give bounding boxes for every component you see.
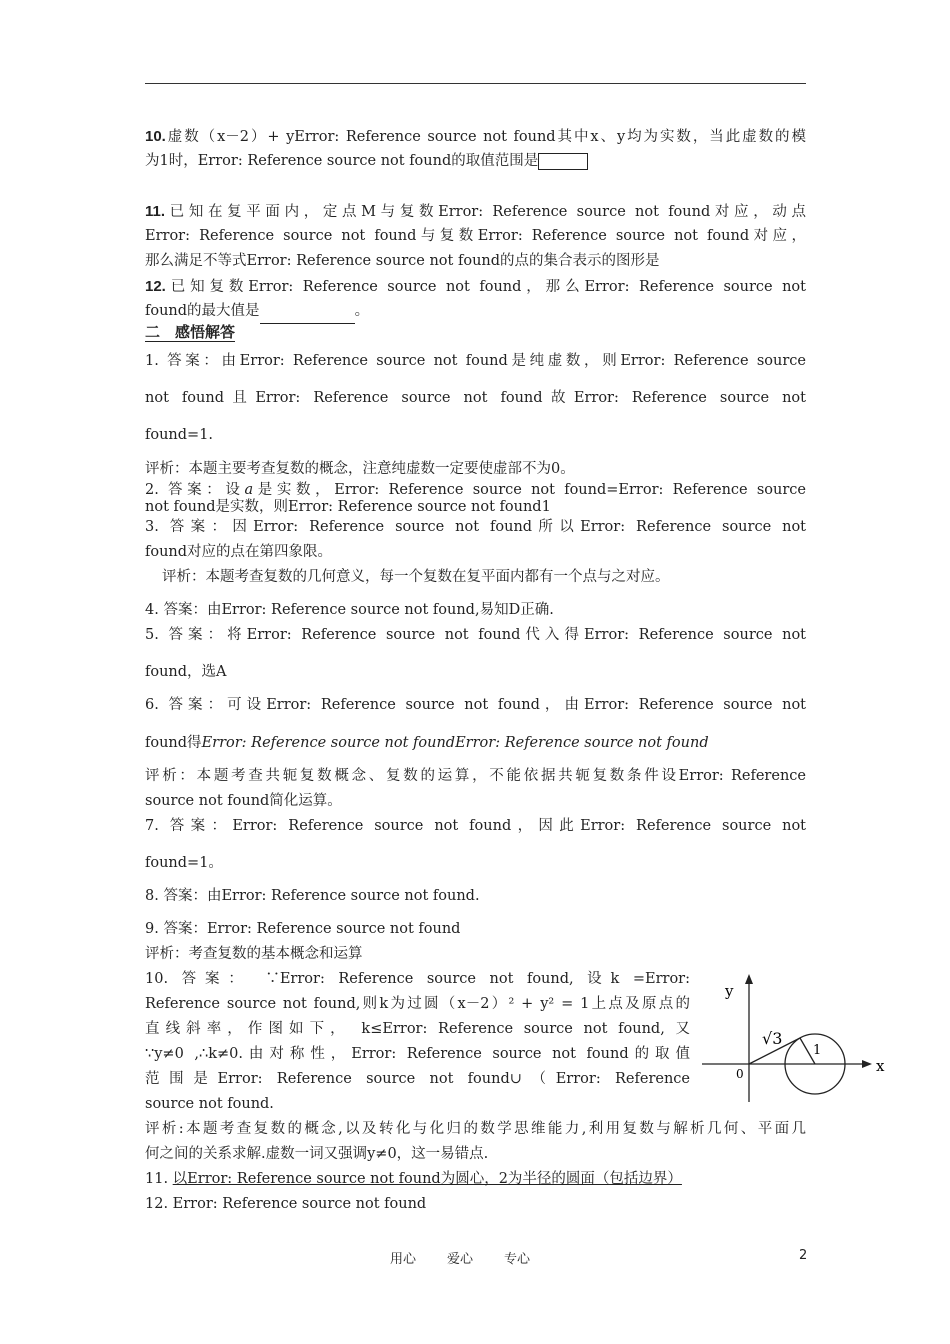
footer-word-1: 用心 [390, 1252, 417, 1267]
q11-line1 [145, 199, 806, 225]
sqrt3-label: √3 [762, 1029, 783, 1048]
q10-line1 [145, 124, 806, 150]
a3-line2: found对应的点在第四象限。 [145, 544, 333, 560]
a2-line2: not found是实数，则Error: Reference source not found1 [145, 499, 551, 515]
footer-word-2: 爱心 [447, 1252, 474, 1267]
q11-number: 11. [145, 203, 166, 220]
a1-line3: found=1. [145, 427, 214, 443]
header-rule [145, 83, 806, 84]
a12-line: 12. Error: Reference source not found [145, 1196, 427, 1212]
page-number: 2 [799, 1248, 808, 1263]
a5-line2: found，选A [145, 664, 227, 680]
a2-var: a [244, 482, 254, 498]
a3-comment: 评析：本题考查复数的几何意义，每一个复数在复平面内都有一个点与之对应。 [162, 569, 670, 585]
footer-word-3: 专心 [504, 1252, 531, 1267]
q12-number: 12. [145, 278, 166, 295]
a6-line2 [145, 731, 806, 756]
a1-line2: not found且Error: Reference source not found故Error: Reference source not [145, 390, 806, 406]
a9-comment: 评析：考查复数的基本概念和运算 [145, 946, 363, 962]
section-heading: 二 感悟解答 [145, 323, 236, 341]
a11-number: 11. [145, 1171, 169, 1187]
a4-line: 4. 答案：由Error: Reference source not found,易知D正确. [145, 602, 554, 618]
a10-line5: 范围是Error: Reference source not found∪（Error: Reference [145, 1071, 690, 1087]
a1-line1: 1. 答案：由Error: Reference source not found是纯虚数，则Error: Reference source [145, 353, 806, 369]
a6-line1: 6. 答案：可设Error: Reference source not found，由Error: Reference source not [145, 697, 806, 713]
q11-text-2: Error: Reference source not found与复数Error: Reference source not found对应， [145, 228, 806, 244]
q12-line1 [145, 274, 806, 300]
q10-line2 [145, 149, 806, 174]
y-label: y [725, 982, 734, 1000]
a1-comment: 评析：本题主要考查复数的概念，注意纯虚数一定要使虚部不为0。 [145, 461, 575, 477]
q12-text-1: 已知复数Error: Reference source not found，那么Error: Reference source not [165, 279, 806, 295]
a10-comment-1: 评析:本题考查复数的概念,以及转化与化归的数学思维能力,利用复数与解析几何、平面几 [145, 1121, 806, 1137]
a6-comment-1: 评析：本题考查共轭复数概念、复数的运算，不能依据共轭复数条件设Error: Reference [145, 768, 806, 784]
section-heading-line [145, 320, 806, 346]
a2-text-1: 2. 答案：设 [145, 482, 245, 498]
a2-text-2: 是实数，Error: Reference source not found=Error: Reference source [253, 482, 806, 498]
origin-label: 0 [736, 1067, 744, 1081]
a9-line: 9. 答案：Error: Reference source not found [145, 921, 461, 937]
a10-line1: 10. 答案： ∵Error: Reference source not found, 设k =Error: [145, 971, 690, 987]
a8-line: 8. 答案：由Error: Reference source not found. [145, 888, 480, 904]
a11-text: 以Error: Reference source not found为圆心，2为半径的圆面（包括边界） [172, 1171, 682, 1187]
a6-comment-2: source not found简化运算。 [145, 793, 342, 809]
q12-text-2: found的最大值是 [145, 303, 260, 319]
a10-line4: ∵y≠0 ,∴k≠0.由对称性，Error: Reference source not found的取值 [145, 1046, 690, 1062]
circle-figure [700, 972, 890, 1107]
radius-label: 1 [813, 1043, 822, 1058]
a6-text: found得 [145, 735, 202, 751]
x-label: x [876, 1057, 885, 1075]
a7-line1: 7. 答案：Error: Reference source not found，因此Error: Reference source not [145, 818, 806, 834]
q12-text-3: 。 [354, 303, 370, 319]
q10-text-1: 虚数（x－2）+ yError: Reference source not found其中x、y均为实数，当此虚数的模 [165, 129, 806, 145]
a5-line1: 5. 答案：将Error: Reference source not found代入得Error: Reference source not [145, 627, 806, 643]
a10-line3: 直线斜率，作图如下， k≤Error: Reference source not found, 又 [145, 1021, 690, 1037]
y-axis-arrow [745, 974, 753, 984]
a10-line2: Reference source not found,则k为过圆（x－2）² + y² = 1上点及原点的 [145, 996, 690, 1012]
a7-line2: found=1。 [145, 855, 223, 871]
x-axis-arrow [862, 1060, 872, 1068]
a11-line [145, 1167, 806, 1192]
q11-text-3: 那么满足不等式Error: Reference source not found的点的集合表示的图形是 [145, 253, 660, 269]
a3-line1: 3. 答案：因Error: Reference source not found所以Error: Reference source not [145, 519, 806, 535]
a6-italic: Error: Reference source not foundError: Reference source not found [201, 735, 709, 751]
q11-text-1: 已知在复平面内，定点M与复数Error: Reference source not found对应，动点 [165, 204, 806, 220]
q10-text-2: 为1时，Error: Reference source not found的取值范围是 [145, 153, 539, 169]
a10-line6: source not found. [145, 1096, 274, 1112]
q10-number: 10. [145, 128, 166, 145]
answer-box [538, 153, 588, 170]
a10-comment-2: 何之间的关系求解.虚数一词又强调y≠0，这一易错点. [145, 1146, 489, 1162]
